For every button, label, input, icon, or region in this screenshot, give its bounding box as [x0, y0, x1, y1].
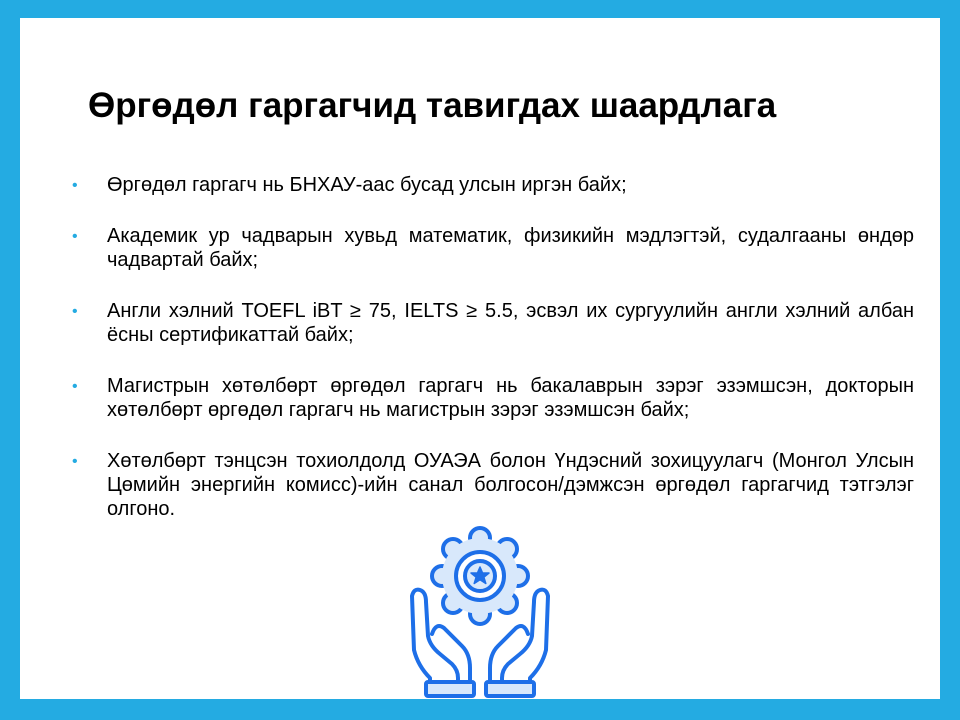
list-item — [72, 173, 914, 197]
list-item — [72, 224, 914, 272]
bullet-dot-icon: • — [72, 453, 78, 470]
list-item — [72, 299, 914, 347]
bullet-dot-icon: • — [72, 177, 78, 194]
bullet-text: Англи хэлний TOEFL iBT ≥ 75, IELTS ≥ 5.5, эсвэл их сургуулийн англи хэлний албан ёсны сертификаттай байх; — [107, 300, 914, 346]
bullet-dot-icon: • — [72, 378, 78, 395]
requirements-list — [72, 173, 914, 548]
slide-canvas — [20, 18, 940, 699]
bullet-text: Хөтөлбөрт тэнцсэн тохиолдолд ОУАЭА болон Үндэсний зохицуулагч (Монгол Улсын Цөмийн энергийн комисс)-ийн санал болгосон/дэмжсэн өргөдөл гаргагчид тэтгэлэг олгоно. — [107, 450, 914, 520]
bullet-dot-icon: • — [72, 303, 78, 320]
list-item — [72, 449, 914, 521]
bullet-text: Академик ур чадварын хувьд математик, физикийн мэдлэгтэй, судалгааны өндөр чадвартай байх; — [107, 225, 914, 271]
bullet-text: Өргөдөл гаргагч нь БНХАУ-аас бусад улсын иргэн байх; — [107, 174, 627, 196]
list-item — [72, 374, 914, 422]
bullet-dot-icon: • — [72, 228, 78, 245]
bullet-text: Магистрын хөтөлбөрт өргөдөл гаргагч нь бакалаврын зэрэг эзэмшсэн, докторын хөтөлбөрт өргөдөл гаргагч нь магистрын зэрэг эзэмшсэн байх; — [107, 375, 914, 421]
hands-holding-award-badge-icon — [390, 518, 570, 698]
slide-title: Өргөдөл гаргагчид тавигдах шаардлага — [88, 86, 777, 125]
